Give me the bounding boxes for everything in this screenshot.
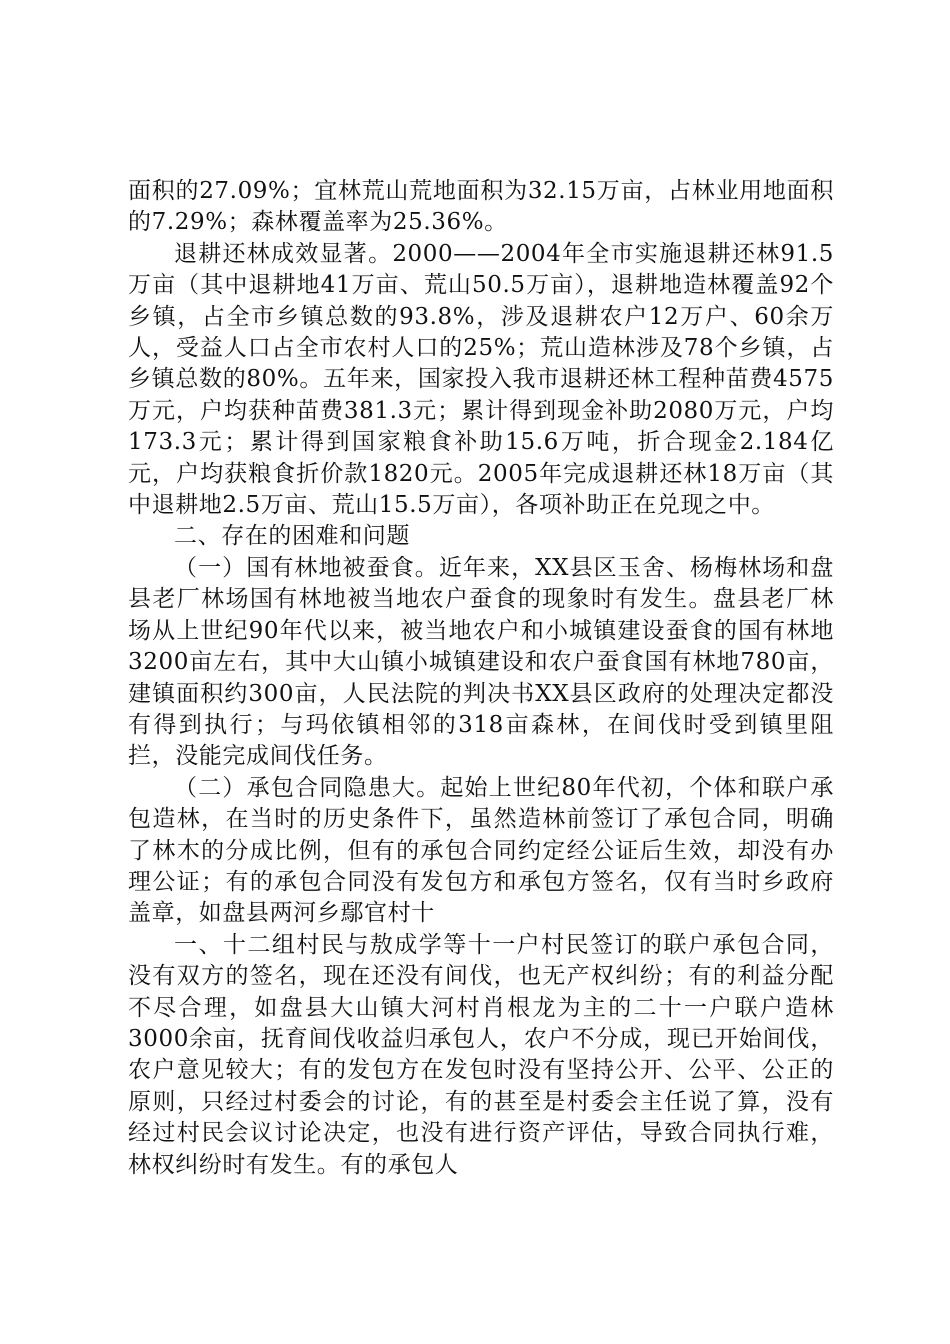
- paragraph-grain-for-green: 退耕还林成效显著。2000——2004年全市实施退耕还林91.5万亩（其中退耕地41万亩、荒山50.5万亩），退耕地造林覆盖92个乡镇，占全市乡镇总数的93.8%，涉及退耕农户12万户、60余万人，受益人口占全市农村人口的25%；荒山造林涉及78个乡镇，占乡镇总数的80%。五年来，国家投入我市退耕还林工程种苗费4575万元，户均获种苗费381.3元；累计得到现金补助2080万元，户均173.3元；累计得到国家粮食补助15.6万吨，折合现金2.184亿元，户均获粮食折价款1820元。2005年完成退耕还林18万亩（其中退耕地2.5万亩、荒山15.5万亩），各项补助正在兑现之中。: [128, 240, 834, 519]
- document-body: [128, 176, 834, 1181]
- paragraph-contract-risks-continued: 一、十二组村民与敖成学等十一户村民签订的联户承包合同，没有双方的签名，现在还没有间伐，也无产权纠纷；有的利益分配不尽合理，如盘县大山镇大河村肖根龙为主的二十一户联户造林3000余亩，抚育间伐收益归承包人，农户不分成，现已开始间伐，农户意见较大；有的发包方在发包时没有坚持公开、公平、公正的原则，只经过村委会的讨论，有的甚至是村委会主任说了算，没有经过村民会议讨论决定，也没有进行资产评估，导致合同执行难，林权纠纷时有发生。有的承包人: [128, 931, 834, 1178]
- paragraph-state-forest-encroached: （一）国有林地被蚕食。近年来，XX县区玉舍、杨梅林场和盘县老厂林场国有林地被当地农户蚕食的现象时有发生。盘县老厂林场从上世纪90年代以来，被当地农户和小城镇建设蚕食的国有林地3200亩左右，其中大山镇小城镇建设和农户蚕食国有林地780亩，建镇面积约300亩，人民法院的判决书XX县区政府的处理决定都没有得到执行；与玛依镇相邻的318亩森林，在间伐时受到镇里阻拦，没能完成间伐任务。: [128, 554, 834, 770]
- paragraph-forest-area-stats: 面积的27.09%；宜林荒山荒地面积为32.15万亩，占林业用地面积的7.29%；森林覆盖率为25.36%。: [128, 178, 834, 236]
- paragraph-contract-risks: （二）承包合同隐患大。起始上世纪80年代初，个体和联户承包造林，在当时的历史条件下，虽然造林前签订了承包合同，明确了林木的分成比例，但有的承包合同约定经公证后生效，却没有办理公证；有的承包合同没有发包方和承包方签名，仅有当时乡政府盖章，如盘县两河乡鄢官村十: [128, 774, 834, 927]
- section-heading-difficulties: 二、存在的困难和问题: [174, 523, 410, 550]
